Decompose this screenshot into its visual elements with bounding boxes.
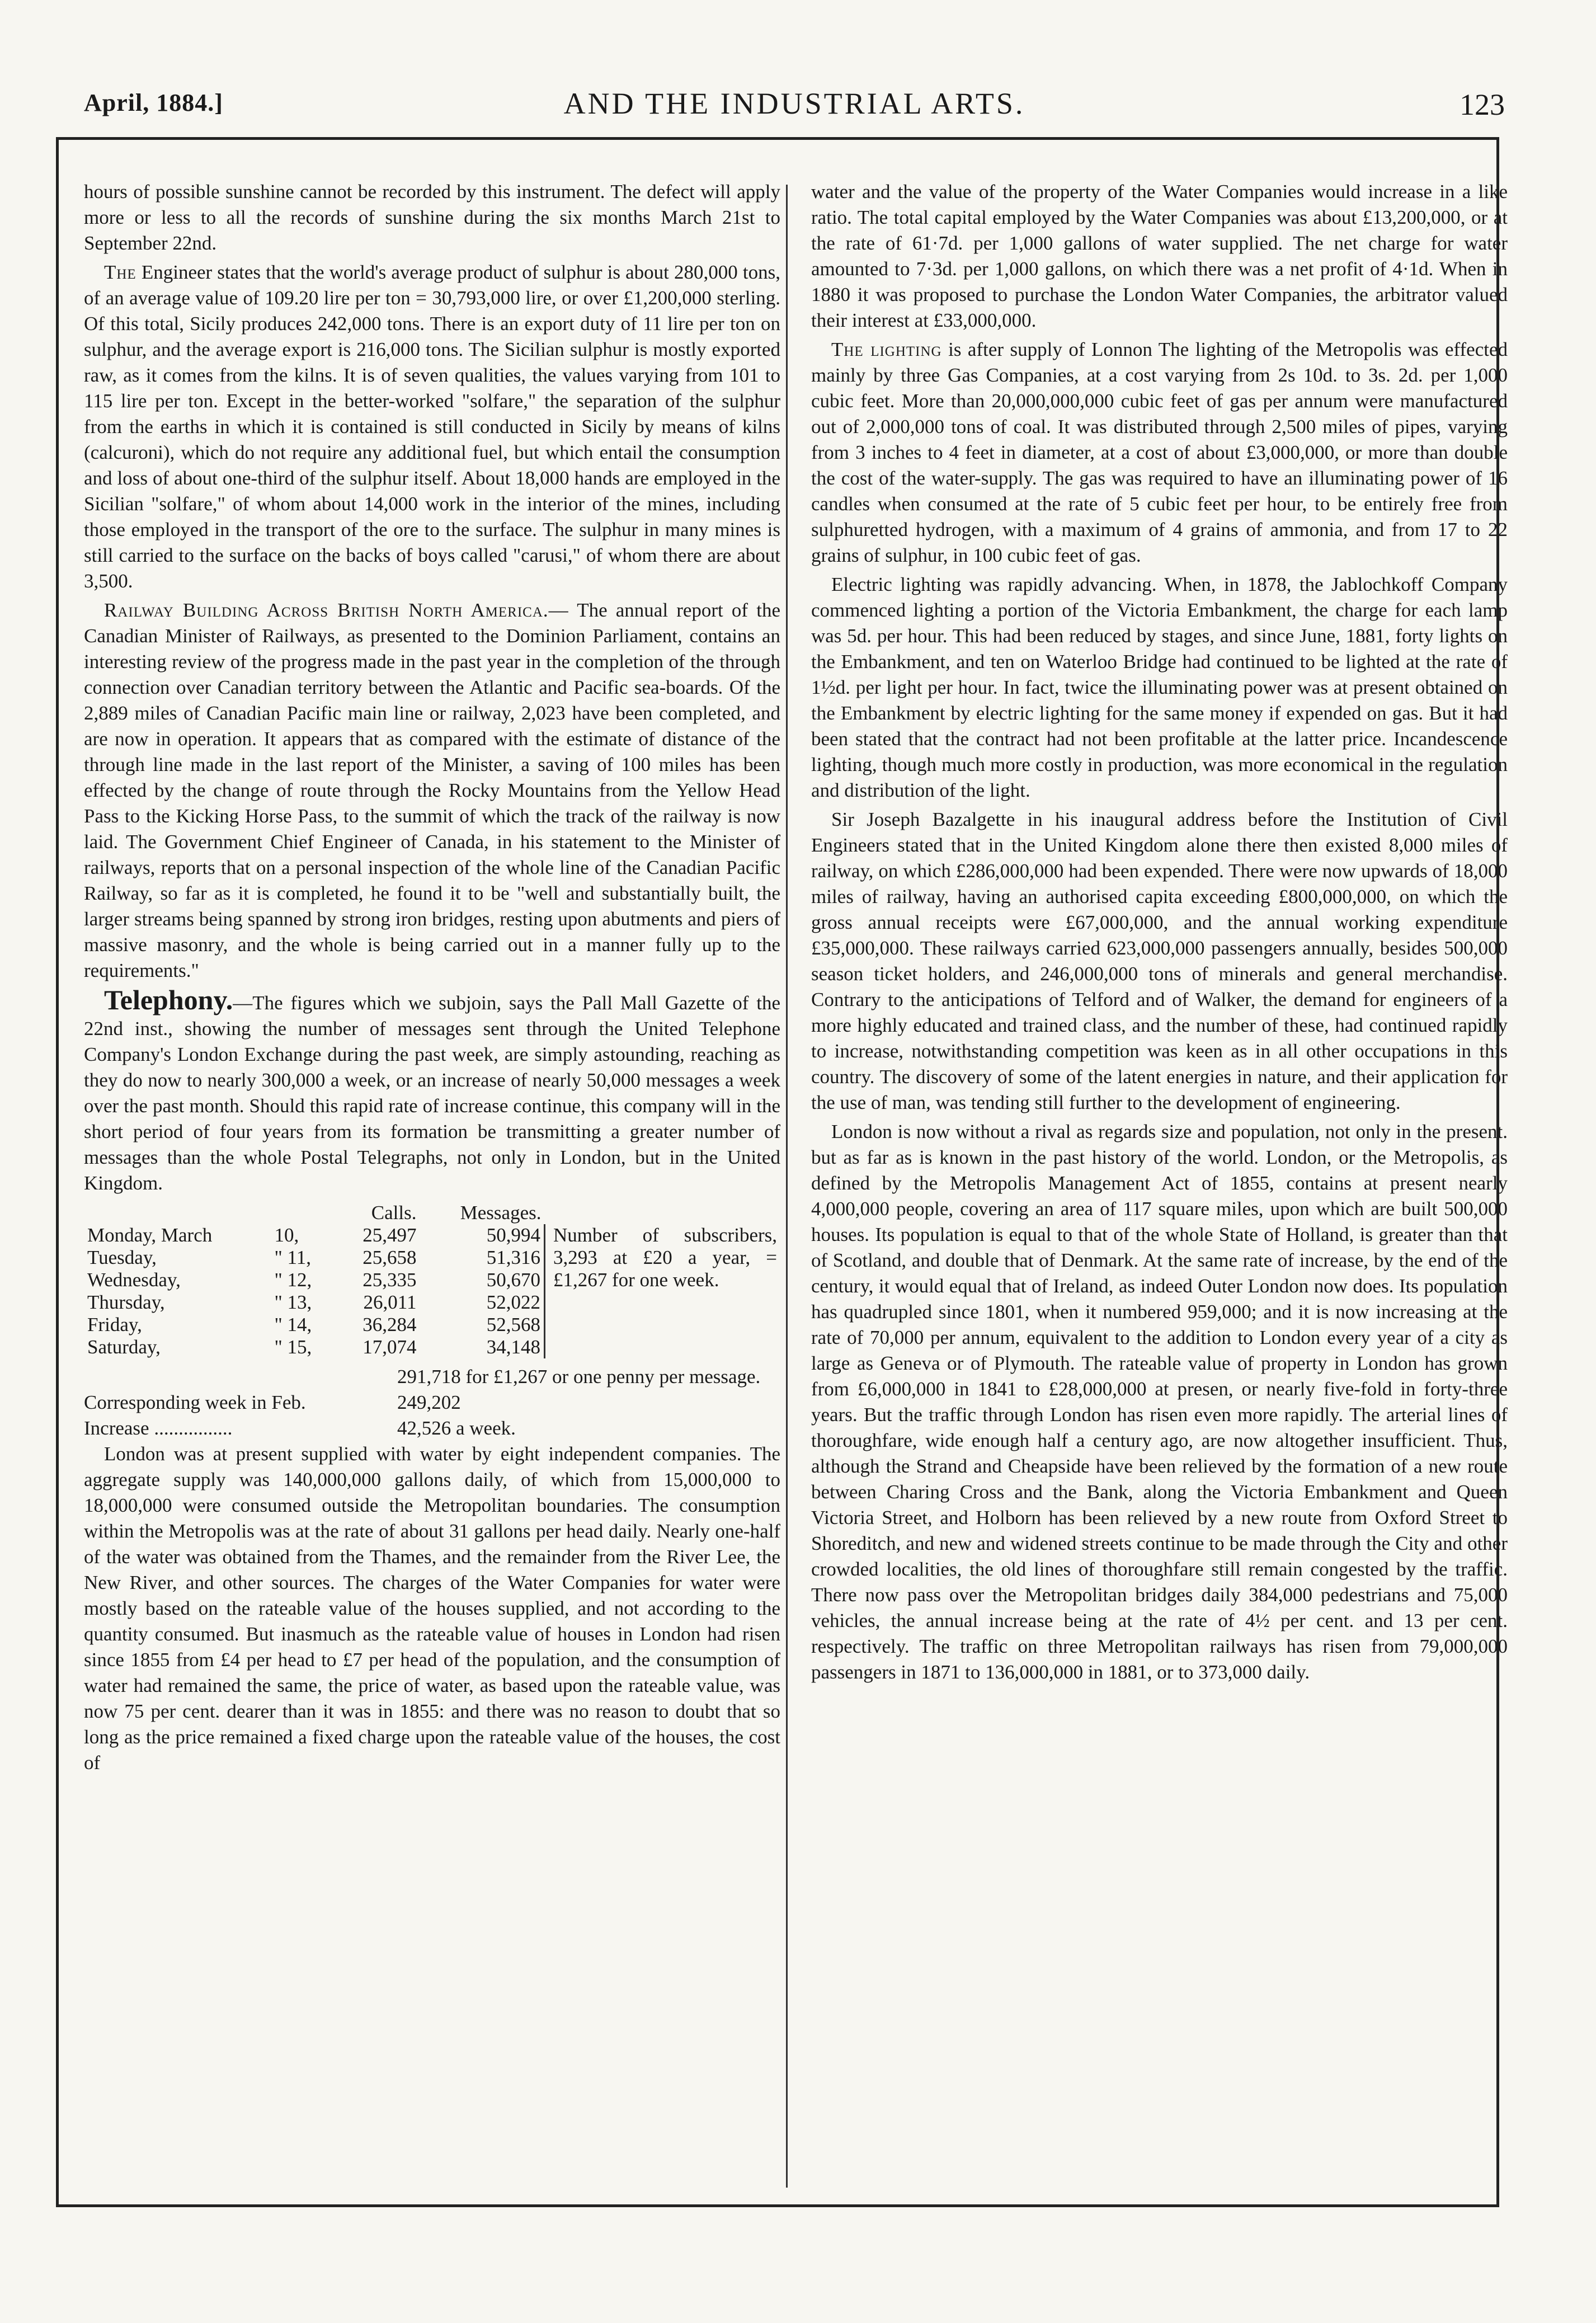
page-header [84, 83, 1505, 133]
total-row [84, 1364, 780, 1390]
bazalgette-paragraph: Sir Joseph Bazalgette in his inaugural address before the Institution of Civil Engineers stated that in the United Kingdom alone there then existed 8,000 miles of railway, on which £286,000,000 had been expended. There were now upwards of 18,000 miles of railway, having an authorised capita exceeding £800,000,000, on which the gross annual receipts were £67,000,000, and the annual working expenditure £35,000,000. These railways carried 623,000,000 passengers annually, besides 500,000 season ticket holders, and 246,000,000 tons of minerals and general merchandise. Contrary to the anticipations of Telford and of Walker, the demand for engineers of a more highly educated and trained class, and the number of these, had continued rapidly to increase, notwithstanding competition was keen as in all other occupations in this country. The discovery of some of the latent energies in nature, and their application for the use of man, was tending still further to the development of engineering. [811, 808, 1508, 1113]
total-value: 291,718 [397, 1366, 461, 1388]
sulphur-lead: The [104, 261, 136, 283]
messages-cell: 34,148 [486, 1336, 540, 1358]
day-cell: Saturday, [87, 1336, 161, 1358]
messages-cell: 51,316 [486, 1247, 540, 1268]
subscribers-note: Number of subscribers, 3,293 at £20 a year, = £1,267 for one week. [545, 1224, 781, 1358]
date-cell: " 11, [274, 1247, 311, 1268]
sulphur-text: Engineer states that the world's average product of sulphur is about 280,000 tons, of an average value of 109.20 lire per ton = 30,793,000 lire, or over £1,200,000 sterling. Of this total, Sicily produces 242,000 tons. There is an export duty of 11 lire per ton on sulphur, and the average export is 216,000 tons. The Sicilian sulphur is mostly exported raw, as it comes from the kilns. It is of seven qualities, the values varying from 101 to 115 lire per ton. Except in the better-worked "solfare," the separation of the sulphur from the earths in which it is contained is still conducted in Sicily by means of kilns (calcuroni), which do not require any additional fuel, but which entail the consumption and loss of about one-third of the sulphur itself. About 18,000 hands are employed in the Sicilian "solfare," of whom about 14,000 work in the interior of the mines, including those employed in the transport of the ore to the surface. The sulphur in many mines is still carried to the surface on the backs of boys called "carusi," of whom there are about 3,500. [84, 261, 780, 592]
calls-cell: 25,335 [362, 1269, 417, 1291]
messages-cell: 50,994 [486, 1224, 540, 1246]
electric-lighting-paragraph: Electric lighting was rapidly advancing. When, in 1878, the Jablochkoff Company commenced lighting a portion of the Victoria Embankment, the charge for each lamp was 5d. per hour. This had been reduced by stages, and since June, 1881, forty lights on the Embankment, and ten on Waterloo Bridge had continued to be lighted at the rate of 1½d. per light per hour. In fact, twice the illuminating power was at present obtained on the Embankment by electric lighting for the same money if expended on gas. But it had been stated that the contract had not been profitable at the latter price. Incandescence lighting, though much more costly in production, was more economical in the regulation and distribution of the light. [811, 573, 1508, 801]
telephony-text: —The figures which we subjoin, says the Pall Mall Gazette of the 22nd inst., showing the number of messages sent through the United Telephone Company's London Exchange during the past week, are simply astounding, reaching as they do now to nearly 300,000 a week, or an increase of nearly 50,000 messages a week over the past month. Should this rapid rate of increase continue, this company will in the short period of four years from its formation be transmitting a greater number of messages than the whole Postal Telegraphs, not only in London, but in the United Kingdom. [84, 992, 780, 1194]
date-cell: " 14, [274, 1314, 312, 1336]
date-cell: " 13, [274, 1291, 312, 1313]
calls-header: Calls. [371, 1202, 417, 1224]
day-cell: Wednesday, [87, 1269, 181, 1291]
column-divider [786, 185, 788, 2188]
day-cell: Tuesday, [87, 1247, 157, 1268]
railway-heading: Railway Building Across British North America.— [104, 599, 569, 621]
sulphur-paragraph [84, 260, 780, 594]
water-continued-paragraph: water and the value of the property of the Water Companies would increase in a like ratio. The total capital employed by the Water Companies was about £13,200,000, or at the rate of 61·7d. per 1,000 gallons of water supplied. The net charge for water amounted to 7·3d. per 1,000 gallons, on which there was a net profit of 4·1d. When in 1880 it was proposed to purchase the London Water Companies, the arbitrator valued their interest at £33,000,000. [811, 181, 1508, 331]
messages-cell: 50,670 [486, 1269, 540, 1291]
telephone-calls-table [84, 1202, 780, 1358]
page-number: 123 [1460, 88, 1505, 121]
day-cell: Friday, [87, 1314, 142, 1336]
railway-paragraph [84, 598, 780, 984]
corresponding-row [84, 1390, 780, 1416]
increase-row [84, 1416, 780, 1441]
total-note: for £1,267 or one penny per message. [465, 1366, 761, 1388]
increase-value: 42,526 a week. [397, 1417, 516, 1439]
increase-label: Increase ................ [84, 1417, 233, 1439]
lighting-text: is after supply of Lonnon The lighting of the Metropolis was effected mainly by three Gas Companies, at a cost varying from 2s 10d. to 3s. 2d. per 1,000 cubic feet. More than 20,000,000,000 cubic feet of gas per annum were manufactured out of 2,000,000 tons of coal. It was distributed through 2,500 miles of pipes, varying from 3 inches to 4 feet in diameter, at a cost of about £3,000,000, or more than double the cost of the water-supply. The gas was required to have an illuminating power of 16 candles when consumed at the rate of 5 cubic feet per hour, to be entirely free from sulphuretted hydrogen, with a maximum of 4 grains of ammonia, and from 17 to 22 grains of sulphur, in 100 cubic feet of gas. [811, 338, 1508, 566]
calls-cell: 17,074 [362, 1336, 417, 1358]
lighting-paragraph [811, 337, 1508, 568]
corresponding-value: 249,202 [397, 1391, 461, 1413]
calls-cell: 26,011 [363, 1291, 417, 1313]
railway-text: The annual report of the Canadian Minister of Railways, as presented to the Dominion Parliament, contains an interesting review of the progress made in the past year in the completion of the through connection over Canadian territory between the Atlantic and Pacific sea-boards. Of the 2,889 miles of Canadian Pacific main line or railway, 2,023 have been completed, and are now in operation. It appears that as compared with the estimate of distance of the through line made in the last report of the Minister, a saving of 100 miles has been effected by the change of route through the Rocky Mountains from the Yellow Head Pass to the Kicking Horse Pass, to the summit of which the track of the railway is now laid. The Government Chief Engineer of Canada, in his statement to the Minister of railways, reports that on a personal inspection of the whole line of the Canadian Pacific Railway, so far as it is completed, he found it to be "well and substantially built, the larger streams being spanned by strong iron bridges, resting upon abutments and piers of massive masonry, and the whole is being carried out in a manner fully up to the requirements." [84, 599, 780, 981]
table-header-row [84, 1202, 780, 1224]
calls-cell: 36,284 [362, 1314, 417, 1336]
issue-date: April, 1884.] [84, 89, 223, 116]
date-cell: " 12, [274, 1269, 312, 1291]
day-cell: Monday, March [87, 1224, 213, 1246]
date-cell: " 15, [274, 1336, 312, 1358]
telephony-paragraph [84, 984, 780, 1196]
messages-header: Messages. [460, 1202, 542, 1224]
corresponding-label: Corresponding week in Feb. [84, 1391, 306, 1413]
telephony-heading: Telephony. [104, 984, 233, 1015]
water-supply-paragraph: London was at present supplied with water by eight independent companies. The aggregate supply was 140,000,000 gallons daily, of which from 15,000,000 to 18,000,000 were consumed outside the Metropolitan boundaries. The consumption within the Metropolis was at the rate of about 31 gallons per head daily. Nearly one-half of the water was obtained from the Thames, and the remainder from the River Lee, the New River, and other sources. The charges of the Water Companies for water were mostly based on the rateable value of the houses supplied, and not according to the quantity consumed. But inasmuch as the rateable value of houses in London had risen since 1855 from £4 per head to £7 per head of the population, and the consumption of water had remained the same, the price of water, as based upon the rateable value, was now 75 per cent. dearer than it was in 1855: and there was no reason to doubt that so long as the price remained a fixed charge upon the rateable value of the houses, the cost of [84, 1443, 780, 1774]
right-column [811, 179, 1508, 2204]
calls-cell: 25,497 [362, 1224, 417, 1246]
london-population-paragraph: London is now without a rival as regards size and population, not only in the present. but as far as is known in the past history of the world. London, or the Metropolis, as defined by the Metropolis Management Act of 1855, contains at present nearly 4,000,000 people, covering an area of 117 square miles, upon which are built 500,000 houses. Its population is equal to that of the whole State of Holland, is greater than that of Scotland, and double that of Denmark. At the same rate of increase, by the end of the century, it would equal that of Ireland, as indeed Outer London now does. Its population has quadrupled since 1801, when it numbered 959,000; and it is now increasing at the rate of 70,000 per annum, equivalent to the addition to London every year of a city as large as Geneva or of Plymouth. The rateable value of property in London has grown from £6,000,000 in 1841 to £28,000,000 at presen, or nearly five-fold in forty-three years. But the traffic through London has risen even more rapidly. The arterial lines of thoroughfare, wide enough half a century ago, are now altogether insufficient. Thus, although the Strand and Cheapside have been relieved by the formation of a new route between Charing Cross and the Bank, along the Victoria Embankment and Queen Victoria Street, and Holborn has been relieved by a new route from Oxford Street to Shoreditch, and new and widened streets continue to be made through the City and other crowded localities, the old lines of thoroughfare still remain congested by the traffic. There now pass over the Metropolitan bridges daily 384,000 pedestrians and 75,000 vehicles, the annual increase being at the rate of 4½ per cent. and 13 per cent. respectively. The traffic on three Metropolitan railways has risen from 79,000,000 passengers in 1871 to 136,000,000 in 1881, or to 373,000 daily. [811, 1121, 1508, 1683]
messages-cell: 52,568 [486, 1314, 540, 1336]
calls-cell: 25,658 [362, 1247, 417, 1268]
lighting-lead: The lighting [831, 338, 942, 360]
message-totals [84, 1364, 780, 1441]
date-cell: 10, [274, 1224, 299, 1246]
left-column [84, 179, 780, 2204]
running-title: AND THE INDUSTRIAL ARTS. [563, 87, 1025, 120]
table-row [84, 1224, 780, 1247]
day-cell: Thursday, [87, 1291, 165, 1313]
sunshine-paragraph: hours of possible sunshine cannot be recorded by this instrument. The defect will apply more or less to all the records of sunshine during the six months March 21st to September 22nd. [84, 181, 780, 254]
messages-cell: 52,022 [486, 1291, 540, 1313]
